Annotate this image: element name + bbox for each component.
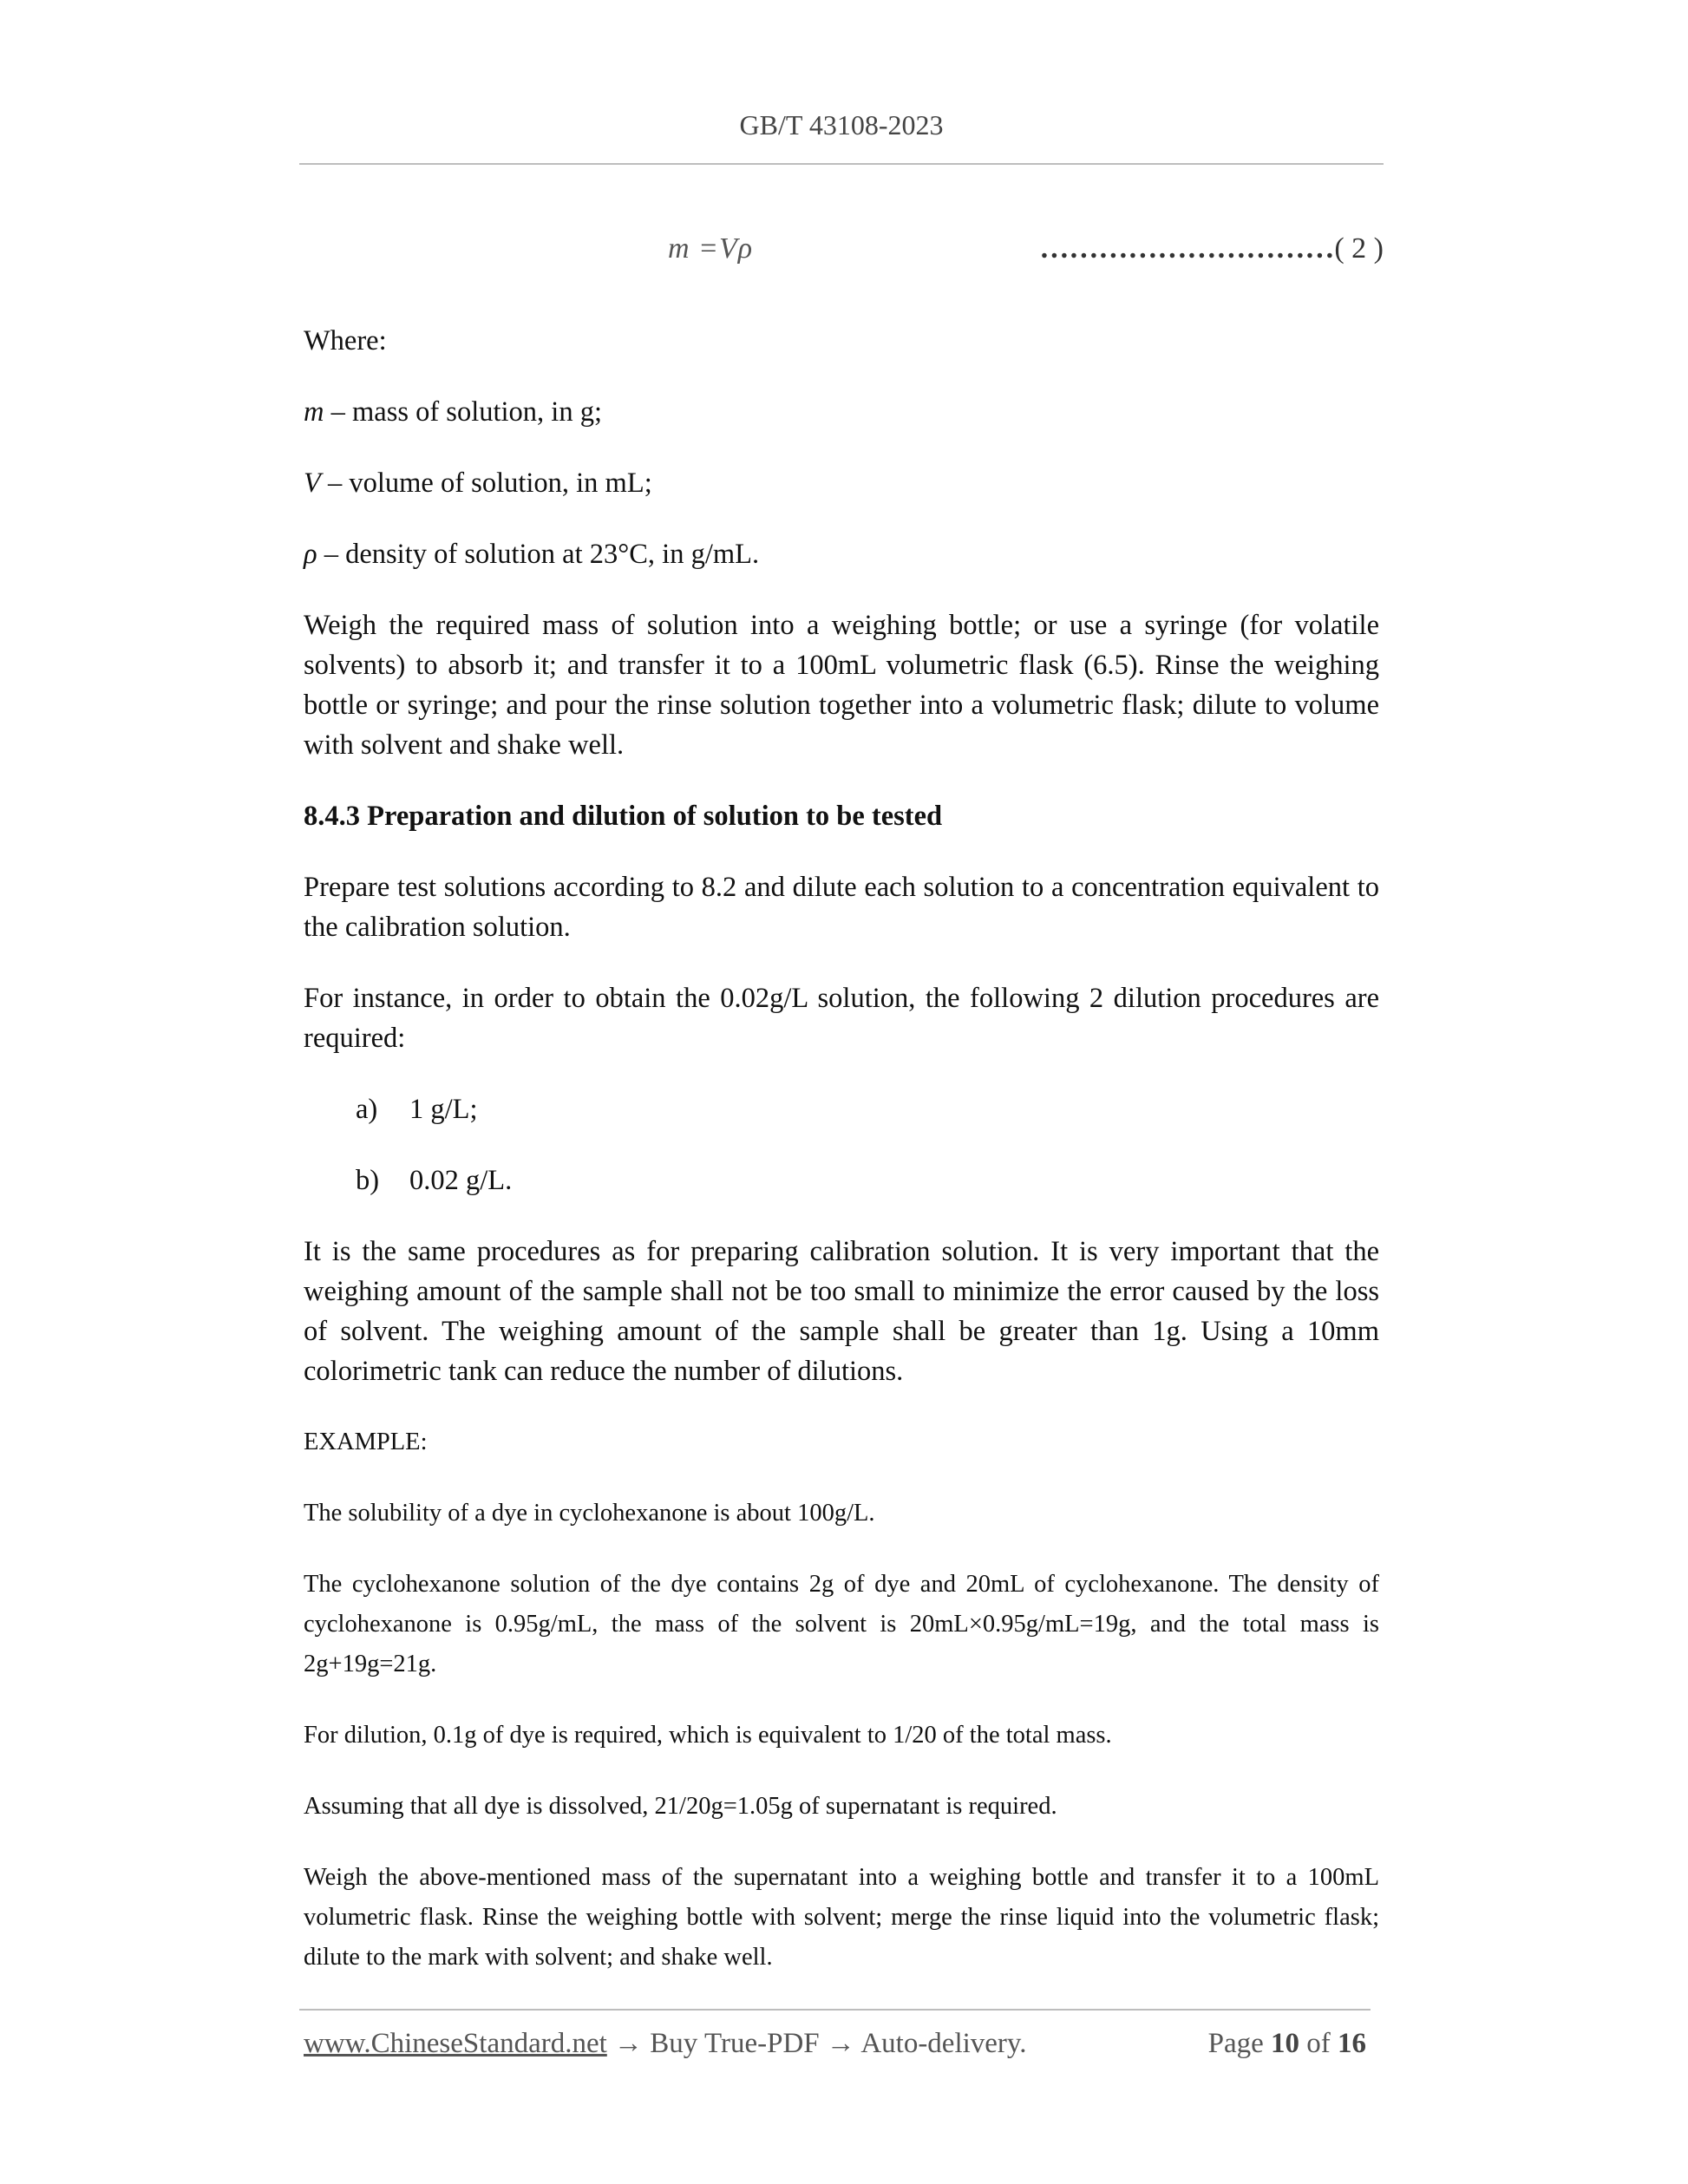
footer-promo [304, 2028, 1027, 2060]
page-current: 10 [1271, 2028, 1299, 2059]
website-link[interactable]: www.ChineseStandard.net [304, 2028, 607, 2059]
of-word: of [1306, 2028, 1331, 2059]
definition-symbol: ρ [304, 539, 317, 570]
paragraph-same-procedure: It is the same procedures as for preparing calibration solution. It is very important that the weighing amount of the sample shall not be too small to minimize the error caused by the loss of solvent. The weighing amount of the sample shall be greater than 1g. Using a 10mm colorimetric tank can reduce the number of dilutions. [304, 1236, 1379, 1387]
example-line: The solubility of a dye in cyclohexanone is about 100g/L. [304, 1500, 875, 1527]
example-line: The cyclohexanone solution of the dye contains 2g of dye and 20mL of cyclohexanone. The density of cyclohexanone is 0.95g/mL, the mass of the solvent is 20mL×0.95g/mL=19g, and the total mass is 2g+19g=21g. [304, 1571, 1379, 1677]
list-item [356, 1161, 1379, 1200]
list-text: 1 g/L; [409, 1094, 478, 1125]
example-line: Weigh the above-mentioned mass of the supernatant into a weighing bottle and transfer it to a 100mL volumetric flask. Rinse the weighing bottle with solvent; merge the rinse liquid into the volumetric flask; dilute to the mark with solvent; and shake well. [304, 1864, 1379, 1971]
page-total: 16 [1338, 2028, 1366, 2059]
list-marker: a) [356, 1094, 378, 1125]
page-number [1208, 2028, 1366, 2060]
paragraph-instance: For instance, in order to obtain the 0.02g/L solution, the following 2 dilution procedures are required: [304, 983, 1379, 1054]
example-label: EXAMPLE: [304, 1429, 428, 1455]
arrow-right-icon: → [826, 2028, 855, 2059]
section-heading: 8.4.3 Preparation and dilution of solution to be tested [304, 801, 943, 832]
example-line: For dilution, 0.1g of dye is required, which is equivalent to 1/20 of the total mass. [304, 1722, 1112, 1749]
definition-rho [304, 534, 1379, 574]
list-text: 0.02 g/L. [409, 1165, 513, 1196]
header-divider [299, 163, 1384, 165]
where-label: Where: [304, 325, 387, 356]
equation-row [299, 232, 1384, 276]
equation-formula: m =Vρ [668, 232, 754, 265]
definition-symbol: m [304, 396, 324, 428]
example-block [304, 1422, 1379, 1978]
page-footer [304, 2028, 1366, 2068]
example-line: Assuming that all dye is dissolved, 21/20g=1.05g of supernatant is required. [304, 1793, 1057, 1820]
definition-text: – volume of solution, in mL; [320, 468, 652, 499]
list-marker: b) [356, 1165, 380, 1196]
equation-number-label: ( 2 ) [1334, 232, 1384, 265]
arrow-right-icon: → [614, 2028, 644, 2059]
footer-auto-text: Auto-delivery. [860, 2028, 1027, 2059]
definition-text: – mass of solution, in g; [324, 396, 602, 428]
page-body [304, 321, 1379, 1978]
definition-text: – density of solution at 23°C, in g/mL. [317, 539, 760, 570]
footer-buy-text: Buy True-PDF [650, 2028, 820, 2059]
document-id-header: GB/T 43108-2023 [739, 109, 944, 141]
definition-symbol: V [304, 468, 321, 499]
page-word: Page [1207, 2028, 1264, 2059]
definition-v [304, 463, 1379, 503]
paragraph-prepare: Prepare test solutions according to 8.2 and dilute each solution to a concentration equivalent to the calibration solution. [304, 872, 1379, 943]
equation-leader-dots: ………………………… [1039, 232, 1335, 265]
paragraph-weigh: Weigh the required mass of solution into a weighing bottle; or use a syringe (for volatile solvents) to absorb it; and transfer it to a 100mL volumetric flask (6.5). Rinse the weighing bottle or syringe; and pour the rinse solution together into a volumetric flask; dilute to volume with solvent and shake well. [304, 610, 1379, 761]
footer-divider [299, 2009, 1371, 2011]
equation-number [1039, 232, 1384, 265]
list-item [356, 1089, 1379, 1129]
definition-m [304, 392, 1379, 432]
